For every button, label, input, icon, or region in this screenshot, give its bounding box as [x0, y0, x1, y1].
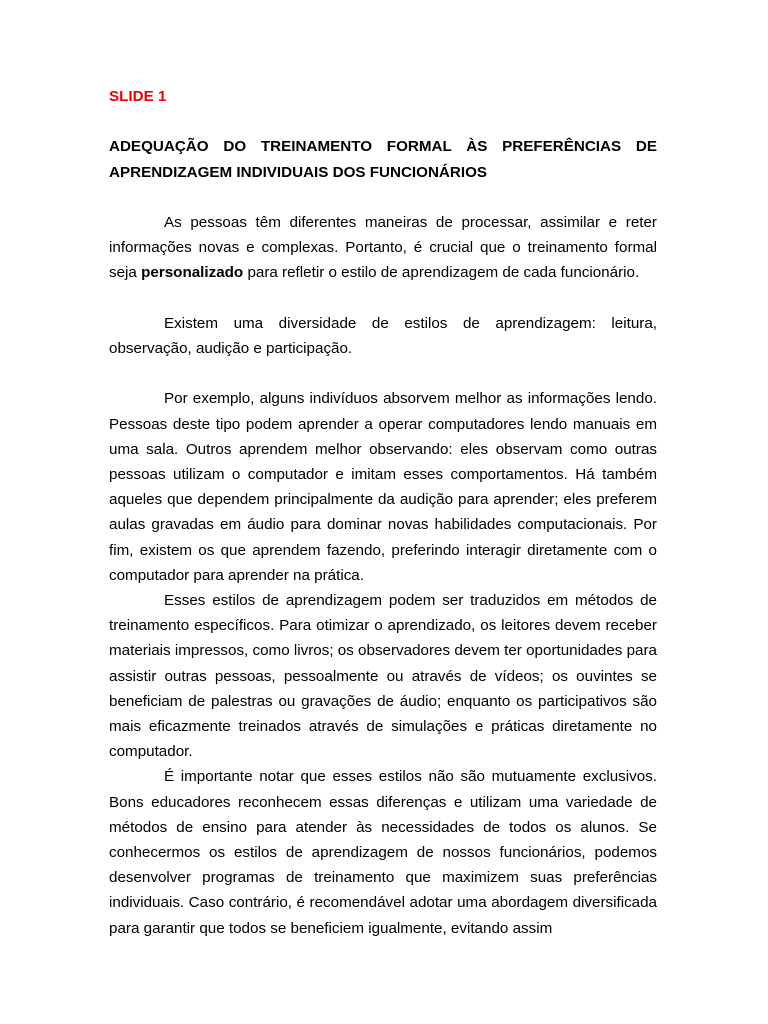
paragraph-styles: Existem uma diversidade de estilos de aprendizagem: leitura, observação, audição e participação. [109, 314, 657, 357]
paragraph-intro-bold: personalizado [141, 264, 244, 282]
paragraph-conclusion: É importante notar que esses estilos não são mutuamente exclusivos. Bons educadores reconhecem essas diferenças e utilizam uma variedade de métodos de ensino para atender às necessidades de todos os alunos. Se conhecermos os estilos de aprendizagem de nossos funcionários, podemos desenvolver programas de treinamento que maximizem suas preferências individuais. Caso contrário, é recomendável adotar uma abordagem diversificada para garantir que todos se beneficiem igualmente, evitando assim [109, 768, 657, 937]
paragraph-examples: Por exemplo, alguns indivíduos absorvem melhor as informações lendo. Pessoas deste tipo podem aprender a operar computadores lendo manuais em uma sala. Outros aprendem melhor observando: eles observam como outras pessoas utilizam o computador e imitam esses comportamentos. Há também aqueles que dependem principalmente da audição para aprender; eles preferem aulas gravadas em áudio para dominar novas habilidades computacionais. Por fim, existem os que aprendem fazendo, preferindo interagir diretamente com o computador para aprender na prática. [109, 390, 657, 584]
paragraph-intro-text-before: As pessoas têm diferentes maneiras de processar, assimilar e reter informações novas e complexas. Portanto, é crucial que o treinamento formal seja [109, 213, 657, 282]
paragraph-methods: Esses estilos de aprendizagem podem ser traduzidos em métodos de treinamento específicos. Para otimizar o aprendizado, os leitores devem receber materiais impressos, como livros; os observadores devem ter oportunidades para assistir outras pessoas, pessoalmente ou através de vídeos; os ouvintes se beneficiam de palestras ou gravações de áudio; enquanto os participativos são mais eficazmente treinados através de simulações e práticas diretamente no computador. [109, 592, 657, 761]
document-title: ADEQUAÇÃO DO TREINAMENTO FORMAL ÀS PREFERÊNCIAS DE APRENDIZAGEM INDIVIDUAIS DOS FUNCIONÁRIOS [109, 138, 657, 181]
paragraph-intro [109, 210, 657, 286]
paragraph-intro-text-after: para refletir o estilo de aprendizagem de cada funcionário. [243, 264, 640, 282]
slide-label: SLIDE 1 [109, 88, 167, 105]
document-page [109, 84, 657, 941]
